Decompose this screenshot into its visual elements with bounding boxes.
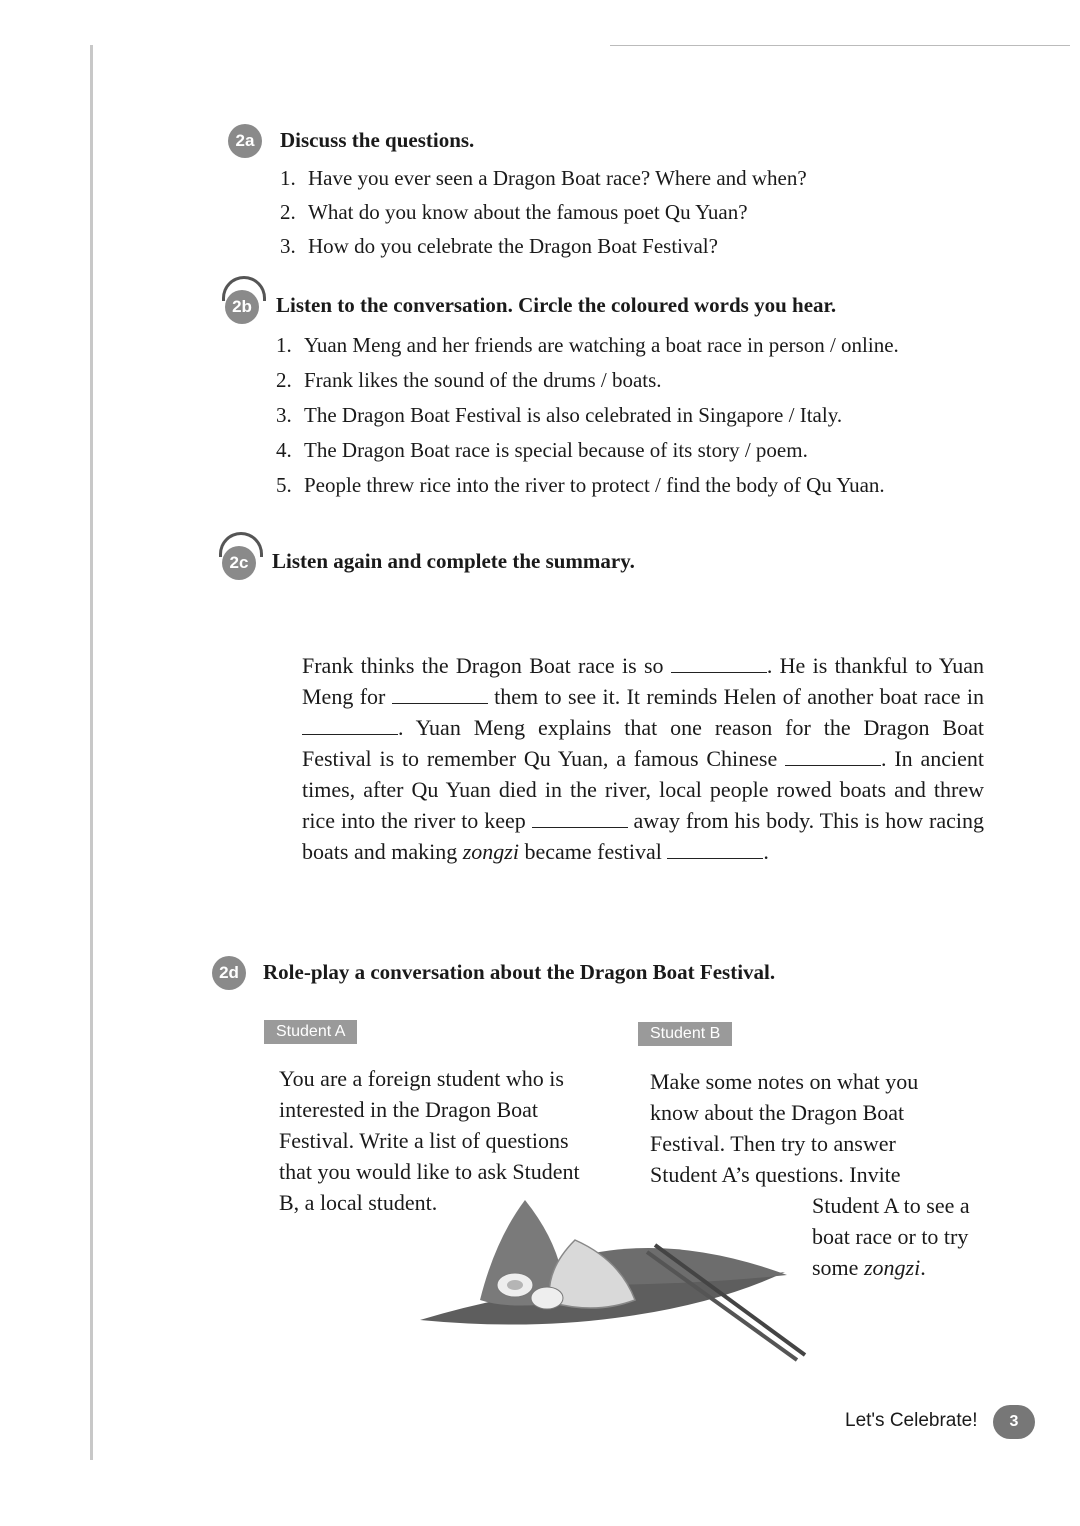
student-a-label: Student A xyxy=(264,1020,357,1044)
left-margin-line xyxy=(90,45,93,1460)
footer-title: Let's Celebrate! xyxy=(845,1410,978,1431)
summary-paragraph: Frank thinks the Dragon Boat race is so . He is thankful to Yuan Meng for them to see it. It reminds Helen of another boat race in . Yuan Meng explains that one reason for the Dragon Boat Festival is to remember Qu Yuan, a famous Chinese . In ancient times, after Qu Yuan died in the river, local people rowed boats and threw rice into the river to keep away from his body. This is how racing boats and making zongzi became festival . xyxy=(302,653,985,864)
list-item: 3. How do you celebrate the Dragon Boat Festival? xyxy=(280,234,718,258)
badge-2d: 2d xyxy=(212,956,246,990)
blank-6[interactable] xyxy=(667,840,763,859)
student-a-text: You are a foreign student who is interested in the Dragon Boat Festival. Write a list of questions that you would like to ask Student B, a local student. xyxy=(279,1066,580,1215)
list-item: 4. The Dragon Boat race is special because of its story / poem. xyxy=(276,438,808,462)
student-b-text-bottom: Student A to see a boat race or to try some zongzi. xyxy=(812,1193,970,1280)
egg-slice xyxy=(531,1287,563,1309)
student-b-label: Student B xyxy=(638,1022,732,1046)
egg-yolk xyxy=(507,1280,523,1290)
list-item: 1. Have you ever seen a Dragon Boat race? Where and when? xyxy=(280,166,807,190)
statements-list-2b xyxy=(276,333,899,508)
list-item: 1. Yuan Meng and her friends are watching a boat race in person / online. xyxy=(276,333,899,357)
blank-2[interactable] xyxy=(392,685,488,704)
zongzi-illustration xyxy=(415,1190,810,1365)
blank-4[interactable] xyxy=(785,747,881,766)
heading-2d: Role-play a conversation about the Dragon Boat Festival. xyxy=(263,960,776,984)
list-item: 2. What do you know about the famous poet Qu Yuan? xyxy=(280,200,748,224)
badge-2a: 2a xyxy=(228,124,262,158)
list-item: 2. Frank likes the sound of the drums / boats. xyxy=(276,368,662,392)
blank-1[interactable] xyxy=(671,654,767,673)
heading-2b: Listen to the conversation. Circle the coloured words you hear. xyxy=(276,293,837,317)
blank-5[interactable] xyxy=(532,809,628,828)
top-rule xyxy=(610,45,1070,46)
heading-2c: Listen again and complete the summary. xyxy=(272,549,635,573)
blank-3[interactable] xyxy=(302,716,398,735)
badge-2b: 2b xyxy=(225,290,259,324)
questions-list-2a xyxy=(280,166,807,268)
page-number: 3 xyxy=(993,1405,1035,1439)
list-item: 3. The Dragon Boat Festival is also celebrated in Singapore / Italy. xyxy=(276,403,843,427)
heading-2a: Discuss the questions. xyxy=(280,128,475,152)
badge-2c: 2c xyxy=(222,546,256,580)
student-b-text-top: Make some notes on what you know about the Dragon Boat Festival. Then try to answer Student A’s questions. Invite xyxy=(650,1069,919,1187)
list-item: 5. People threw rice into the river to protect / find the body of Qu Yuan. xyxy=(276,473,885,497)
